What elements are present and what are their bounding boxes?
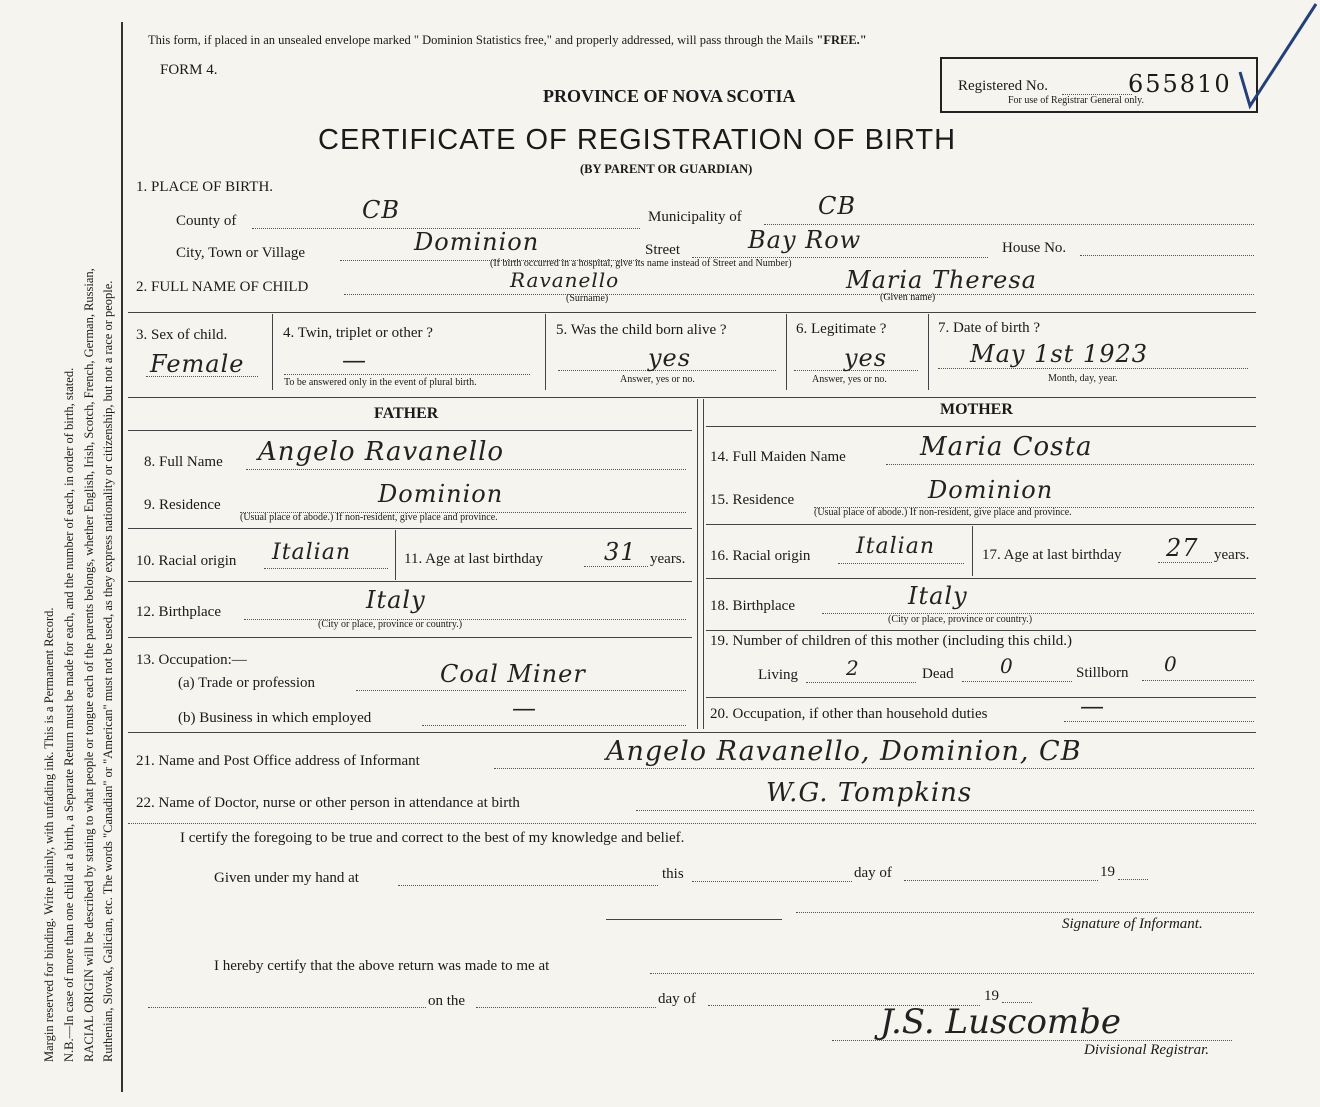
city-label: City, Town or Village <box>176 245 306 261</box>
certify-line: I certify the foregoing to be true and correct to the best of my knowledge and belief. <box>180 830 685 846</box>
registrar-signature: J.S. Luscombe <box>880 1002 1122 1042</box>
father-birthplace-note: (City or place, province or country.) <box>318 619 463 630</box>
twin-value: — <box>342 346 367 374</box>
mother-heading: MOTHER <box>940 401 1013 418</box>
father-residence-value: Dominion <box>378 480 504 508</box>
twin-note: To be answered only in the event of plural birth. <box>284 377 477 388</box>
mother-racial-label: 16. Racial origin <box>710 548 811 564</box>
dead-label: Dead <box>922 666 954 682</box>
day-of-label-2: day of <box>658 991 696 1007</box>
trade-value: Coal Miner <box>440 660 586 688</box>
trade-label: (a) Trade or profession <box>178 675 316 691</box>
living-value: 2 <box>846 656 860 680</box>
hospital-note: (If birth occurred in a hospital, give its name instead of Street and Number) <box>490 258 792 269</box>
year-label-2: 19 <box>984 988 999 1004</box>
mother-birthplace-label: 18. Birthplace <box>710 598 795 614</box>
business-value: — <box>512 694 537 722</box>
father-racial-label: 10. Racial origin <box>136 553 237 569</box>
mother-years: years. <box>1214 547 1250 563</box>
stillborn-label: Stillborn <box>1076 665 1129 681</box>
given-name-note: (Given name) <box>880 292 936 303</box>
legitimate-label: 6. Legitimate ? <box>796 321 887 337</box>
house-number-label: House No. <box>1002 240 1067 256</box>
father-name-label: 8. Full Name <box>144 454 223 470</box>
born-alive-label: 5. Was the child born alive ? <box>556 322 727 338</box>
mother-name-label: 14. Full Maiden Name <box>710 449 846 465</box>
given-name-value: Maria Theresa <box>846 266 1037 294</box>
province-title: PROVINCE OF NOVA SCOTIA <box>543 86 796 106</box>
mother-age-value: 27 <box>1166 534 1199 562</box>
mother-birthplace-value: Italy <box>908 582 968 610</box>
county-label: County of <box>176 213 237 229</box>
county-value: CB <box>362 196 400 224</box>
on-the-label: on the <box>428 993 466 1009</box>
divisional-registrar-label: Divisional Registrar. <box>1084 1042 1210 1058</box>
twin-label: 4. Twin, triplet or other ? <box>283 325 433 341</box>
certificate-subtitle: (BY PARENT OR GUARDIAN) <box>580 162 753 176</box>
father-birthplace-value: Italy <box>366 586 426 614</box>
legitimate-note: Answer, yes or no. <box>812 374 887 385</box>
mail-notice-text: This form, if placed in an unsealed envelope marked " Dominion Statistics free," and properly addressed, will pass through the Mails <box>148 33 814 47</box>
given-under-hand-label: Given under my hand at <box>214 870 359 886</box>
sex-value: Female <box>150 350 245 378</box>
certificate-title: CERTIFICATE OF REGISTRATION OF BIRTH <box>318 124 957 156</box>
father-name-value: Angelo Ravanello <box>258 437 505 467</box>
father-age-label: 11. Age at last birthday <box>404 551 543 567</box>
father-racial-value: Italian <box>272 540 352 565</box>
stillborn-value: 0 <box>1164 652 1178 676</box>
registered-note: For use of Registrar General only. <box>1008 95 1144 106</box>
living-label: Living <box>758 667 798 683</box>
signature-informant-label: Signature of Informant. <box>1062 916 1203 932</box>
father-abode-note: (Usual place of abode.) If non-resident, give place and province. <box>240 512 498 523</box>
business-label: (b) Business in which employed <box>178 710 372 726</box>
father-years: years. <box>650 551 686 567</box>
mother-residence-label: 15. Residence <box>710 492 795 508</box>
mother-abode-note: (Usual place of abode.) If non-resident, give place and province. <box>814 507 1072 518</box>
form-number: FORM 4. <box>160 62 218 78</box>
binding-margin-line <box>121 22 123 1092</box>
mail-free-text: "FREE." <box>816 33 867 47</box>
street-value: Bay Row <box>748 226 862 254</box>
father-birthplace-label: 12. Birthplace <box>136 604 221 620</box>
dob-note: Month, day, year. <box>1048 373 1118 384</box>
mother-occupation-value: — <box>1080 692 1105 720</box>
mother-age-label: 17. Age at last birthday <box>982 547 1122 563</box>
father-age-value: 31 <box>604 538 637 566</box>
margin-text-racial-2: Ruthenian, Slovak, Galician, etc. The words "Canadian" or "American" must not be used, as they express nationality or citizenship, but not a race or people. <box>101 280 115 1062</box>
registered-value: 655810 <box>1128 70 1232 98</box>
born-alive-note: Answer, yes or no. <box>620 374 695 385</box>
doctor-label: 22. Name of Doctor, nurse or other person in attendance at birth <box>136 795 520 811</box>
mother-name-value: Maria Costa <box>920 432 1093 462</box>
hereby-certify-label: I hereby certify that the above return was made to me at <box>214 958 550 974</box>
mother-occupation-label: 20. Occupation, if other than household duties <box>710 706 988 722</box>
father-heading: FATHER <box>374 405 439 422</box>
margin-text-nb: N.B.—In case of more than one child at a birth, a Separate Return must be made for each, and the number of each, in order of birth, stated. <box>62 367 76 1062</box>
doctor-value: W.G. Tompkins <box>766 778 973 808</box>
margin-text-binding: Margin reserved for binding. Write plainly, with unfading ink. This is a Permanent Record. <box>42 607 56 1062</box>
full-name-label: 2. FULL NAME OF CHILD <box>136 279 309 295</box>
place-of-birth-heading: 1. PLACE OF BIRTH. <box>136 179 274 195</box>
father-occupation-label: 13. Occupation:— <box>136 652 247 668</box>
check-mark-icon <box>1236 2 1320 110</box>
mail-notice <box>148 33 867 48</box>
municipality-label: Municipality of <box>648 209 742 225</box>
children-label: 19. Number of children of this mother (including this child.) <box>710 633 1073 649</box>
year-label: 19 <box>1100 864 1115 880</box>
legitimate-value: yes <box>844 344 888 372</box>
street-label: Street <box>645 242 680 258</box>
dob-value: May 1st 1923 <box>970 340 1149 368</box>
day-of-label: day of <box>854 865 892 881</box>
dob-label: 7. Date of birth ? <box>938 320 1041 336</box>
surname-note: (Surname) <box>566 293 609 304</box>
informant-value: Angelo Ravanello, Dominion, CB <box>606 736 1082 767</box>
registered-label: Registered No. <box>958 78 1048 94</box>
father-residence-label: 9. Residence <box>144 497 221 513</box>
this-label: this <box>662 866 684 882</box>
surname-value: Ravanello <box>510 268 620 292</box>
margin-text-racial: RACIAL ORIGIN will be described by stating to what people or tongue each of the parents belongs, whether English, Irish, Scotch, French, German, Russian, <box>82 268 96 1062</box>
informant-label: 21. Name and Post Office address of Informant <box>136 753 420 769</box>
municipality-value: CB <box>818 192 856 220</box>
born-alive-value: yes <box>648 344 692 372</box>
city-value: Dominion <box>414 228 540 256</box>
sex-label: 3. Sex of child. <box>136 327 228 343</box>
mother-racial-value: Italian <box>856 534 936 559</box>
mother-birthplace-note: (City or place, province or country.) <box>888 614 1033 625</box>
mother-residence-value: Dominion <box>928 476 1054 504</box>
dead-value: 0 <box>1000 654 1014 678</box>
